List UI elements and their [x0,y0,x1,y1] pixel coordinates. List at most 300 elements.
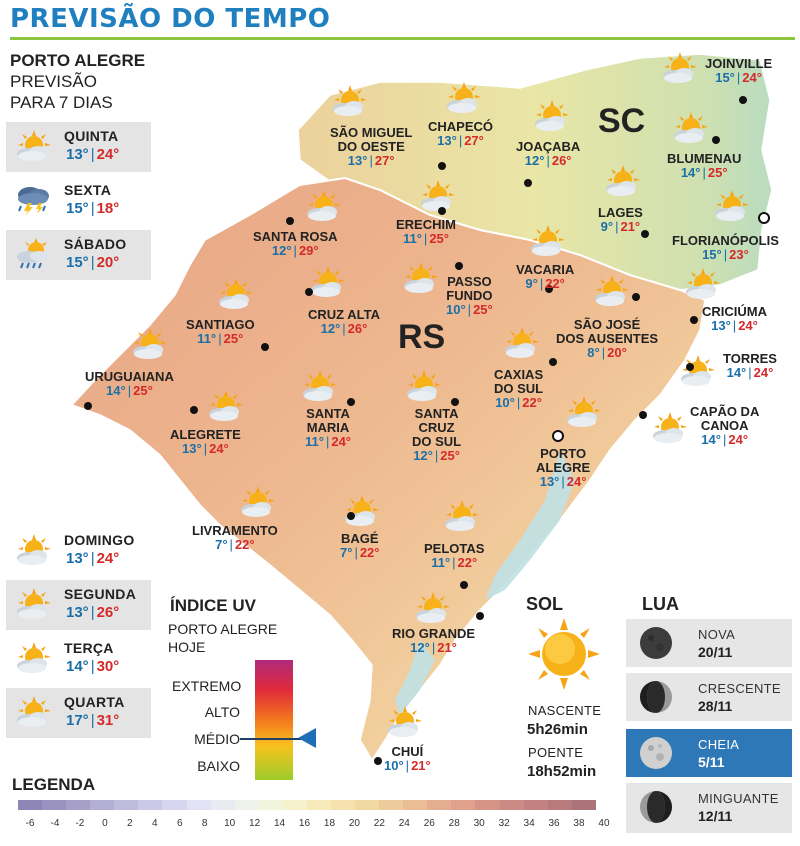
temp-separator: | [203,441,208,456]
city-name: ERECHIM [396,217,456,232]
city-max-temp: 27° [464,133,484,148]
city-name: ALEGRE [536,460,591,475]
city-label-santa-maria [305,407,351,449]
legend-swatch [524,800,548,810]
forecast-day-label: QUINTA [64,128,119,144]
city-max-temp: 25° [133,383,153,398]
forecast-max-temp: 26° [96,604,120,621]
city-temps [494,396,543,410]
legend-tick-label: 32 [498,818,510,829]
sun-cloud-icon [12,642,54,674]
city-min-temp: 8° [587,345,600,360]
sun-cloud-icon [416,180,458,212]
sun-cloud-icon [399,262,441,294]
city-max-temp: 22° [457,555,478,570]
city-max-temp: 27° [374,153,395,168]
city-name: SANTA ROSA [253,229,338,244]
sun-title: SOL [526,594,564,614]
city-marker-dot [438,162,446,170]
city-max-temp: 24° [753,365,774,380]
legend-swatch [283,800,307,810]
city-label-sao-miguel-do-oeste [330,126,412,168]
city-min-temp: 15° [715,70,735,85]
uv-day: HOJE [168,639,206,655]
forecast-day-temps [66,550,119,567]
sun-cloud-icon [12,588,54,620]
city-name: SANTIAGO [186,317,255,332]
temp-separator: | [748,365,752,380]
city-name: PORTO [540,446,587,461]
legend-swatch [138,800,162,810]
sun-cloud-icon [214,278,256,310]
legend-tick-label: -2 [75,818,85,829]
forecast-city: PORTO ALEGRE [10,51,146,70]
city-temps [412,449,461,463]
temp-separator: | [90,146,95,163]
city-max-temp: 25° [429,231,449,246]
forecast-day [6,122,151,172]
legend-swatch [475,800,499,810]
temp-separator: | [90,604,95,621]
city-min-temp: 13° [539,474,560,489]
city-name: LAGES [598,205,643,220]
city-name: FUNDO [446,288,493,303]
city-label-joinville [705,57,772,85]
city-marker-dot [686,363,694,371]
city-max-temp: 25° [473,302,493,317]
legend-title: LEGENDA [12,775,96,794]
city-name: TORRES [723,351,777,366]
legend-swatch [548,800,572,810]
legend-swatch [307,800,331,810]
forecast-day-label: SÁBADO [64,236,127,252]
city-min-temp: 12° [271,243,292,258]
moon-phase-date: 5/11 [698,754,725,770]
city-min-temp: 14° [106,383,126,398]
forecast-day-label: SEXTA [64,182,112,198]
legend-swatch [90,800,114,810]
forecast-max-temp: 30° [96,658,120,675]
city-label-santa-cruz-do-sul [412,407,461,463]
legend-tick-label: 34 [523,818,535,829]
city-min-temp: 12° [410,640,430,655]
forecast-day [6,580,151,630]
city-name: URUGUAIANA [85,369,174,384]
city-marker-dot [347,398,355,406]
city-label-blumenau [667,152,741,180]
moon-phase-name: MINGUANTE [698,791,779,806]
city-name: CAXIAS [494,367,544,382]
temp-separator: | [615,219,619,234]
city-marker-dot [374,757,382,765]
forecast-day [6,230,151,280]
legend-tick-label: -4 [50,818,60,829]
legend-swatch [114,800,138,810]
city-name: DOS AUSENTES [556,331,659,346]
city-label-sao-jose-dos-ausentes [556,318,658,360]
city-max-temp: 24° [738,318,758,333]
legend-swatch [42,800,66,810]
temp-separator: | [561,474,565,489]
sun-cloud-icon [530,100,572,132]
moon-phase-date: 28/11 [698,698,733,714]
city-marker-dot [739,96,747,104]
moon-phase-name: CHEIA [698,737,740,752]
city-temps [536,475,590,489]
city-label-livramento [192,524,278,552]
forecast-max-temp: 24° [96,146,120,163]
legend-swatch [427,800,451,810]
city-temps [516,154,580,168]
legend-tick-label: 18 [323,818,336,829]
sun-cloud-icon [648,412,690,444]
legend-tick-label: 16 [298,818,311,829]
legend-swatch [18,800,42,810]
city-min-temp: 10° [495,395,515,410]
city-label-vacaria [516,263,574,291]
city-label-torres [723,352,777,380]
city-marker-dot [84,402,92,410]
moon-new-icon [638,625,674,661]
legend-ticks [8,818,608,834]
city-min-temp: 12° [413,448,433,463]
legend-tick-label: 6 [176,818,183,829]
city-max-temp: 20° [607,345,627,360]
city-name: BLUMENAU [667,151,742,166]
legend-swatch [66,800,90,810]
legend-tick-label: 8 [201,818,208,829]
legend-swatch [187,800,211,810]
city-label-bage [340,532,380,560]
city-name: SANTA [414,406,459,421]
city-min-temp: 14° [701,432,721,447]
city-temps [446,303,493,317]
city-marker-dot [476,612,484,620]
city-temps [308,322,380,336]
temp-separator: | [722,432,727,447]
sun-rain-icon [12,238,54,270]
city-max-temp: 23° [729,247,749,262]
legend-tick-label: 40 [598,818,610,829]
city-temps [253,244,338,258]
city-label-joacaba [516,140,580,168]
moon-title: LUA [642,594,679,614]
city-min-temp: 11° [197,331,217,346]
city-marker-dot [438,207,446,215]
legend-tick-label: -6 [25,818,35,829]
temp-separator: | [723,247,728,262]
city-marker-dot [549,358,557,366]
forecast-day [6,176,151,226]
city-temps [396,232,456,246]
temp-separator: | [458,133,463,148]
city-min-temp: 10° [384,758,404,773]
city-max-temp: 25° [707,165,728,180]
sunset-time: 18h52min [527,763,597,780]
city-max-temp: 22° [234,537,255,552]
city-name: SÃO JOSÉ [573,317,641,332]
city-label-santa-rosa [253,230,338,258]
moon-phase-name: CRESCENTE [698,681,781,696]
sun-cloud-icon [302,190,344,222]
city-label-chapeco [428,120,493,148]
city-name: VACARIA [516,262,575,277]
uv-location: PORTO ALEGRE [168,621,278,637]
city-temps [723,366,777,380]
legend-tick-label: 12 [249,818,261,829]
temp-separator: | [218,331,222,346]
legend-tick-label: 38 [573,818,585,829]
city-label-caxias-do-sul [494,368,543,410]
forecast-day-temps [66,146,119,163]
sun-cloud-icon [676,355,718,387]
city-min-temp: 10° [446,302,466,317]
legend-swatch [500,800,524,810]
forecast-day-temps [66,712,119,729]
city-min-temp: 7° [215,537,228,552]
temp-separator: | [405,758,410,773]
sun-cloud-icon [562,396,604,428]
city-label-santiago [186,318,255,346]
city-max-temp: 25° [440,448,460,463]
city-marker-dot [712,136,720,144]
city-min-temp: 13° [347,153,368,168]
capital-marker-ring [758,212,770,224]
city-temps [672,248,779,262]
city-label-chui [384,745,431,773]
sunrise-label: NASCENTE [528,703,602,718]
city-temps [170,442,241,456]
city-name: JOAÇABA [516,139,581,154]
temp-separator: | [90,200,95,217]
sun-cloud-icon [383,706,425,738]
city-max-temp: 29° [298,243,319,258]
sun-cloud-icon [128,328,170,360]
capital-marker-ring [552,430,564,442]
city-name: BAGÉ [340,531,379,546]
sun-cloud-icon [12,696,54,728]
forecast-max-temp: 18° [96,200,120,217]
city-temps [330,154,412,168]
legend-tick-label: 0 [102,818,108,829]
city-min-temp: 9° [600,219,614,234]
forecast-min-temp: 13° [66,550,89,567]
legend-swatch [572,800,596,810]
moon-waning-icon [638,789,674,825]
temp-separator: | [342,321,346,336]
city-name: RIO GRANDE [392,626,476,641]
city-min-temp: 7° [340,545,353,560]
temp-separator: | [354,545,358,560]
sun-cloud-icon [710,190,752,222]
city-name: CRUZ ALTA [308,307,380,322]
moon-phase-row [626,673,792,721]
city-marker-dot [455,262,463,270]
city-name: CAPÃO DA [690,404,760,419]
sun-cloud-icon [204,390,246,422]
city-name: CHUÍ [391,744,424,759]
city-name: DO SUL [412,434,462,449]
legend-tick-label: 4 [151,818,158,829]
city-marker-dot [261,343,269,351]
state-label-sc: SC [598,102,646,140]
city-marker-dot [632,293,640,301]
forecast-day-label: QUARTA [64,694,125,710]
city-name: PELOTAS [424,541,485,556]
city-max-temp: 24° [728,432,749,447]
city-temps [667,166,741,180]
city-temps [305,435,351,449]
city-marker-dot [524,179,532,187]
sun-cloud-icon [442,82,484,114]
moon-phase-date: 12/11 [698,808,733,824]
forecast-min-temp: 15° [66,254,89,271]
legend-swatch [259,800,283,810]
city-name: CHAPECÓ [428,119,494,134]
city-label-pelotas [424,542,484,570]
forecast-day [6,634,151,684]
sun-cloud-icon [526,225,568,257]
forecast-day-label: DOMINGO [64,532,135,548]
sun-cloud-icon [340,495,382,527]
sun-cloud-icon [440,500,482,532]
page-title: PREVISÃO DO TEMPO [10,4,331,34]
forecast-max-temp: 24° [96,550,120,567]
city-temps [556,346,658,360]
legend-swatch [451,800,475,810]
forecast-min-temp: 13° [66,146,89,163]
temp-separator: | [467,302,472,317]
state-label-rs: RS [398,318,446,356]
forecast-day-label: TERÇA [64,640,114,656]
forecast-day-temps [66,200,119,217]
forecast-min-temp: 17° [66,712,89,729]
city-temps [340,546,380,560]
city-max-temp: 21° [437,640,457,655]
city-min-temp: 11° [305,434,324,449]
city-name: MARIA [306,420,350,435]
city-temps [384,759,431,773]
legend-color-scale [18,800,596,810]
legend-tick-label: 28 [448,818,460,829]
sun-cloud-icon [601,165,643,197]
moon-phase-row [626,729,792,777]
temp-separator: | [516,395,521,410]
legend-swatch [211,800,235,810]
forecast-line2: PREVISÃO [10,72,97,91]
city-label-capao-da-canoa [690,405,759,447]
uv-subtitle [168,620,277,656]
city-name: DO OESTE [337,139,405,154]
city-label-florianopolis [672,234,779,262]
legend-tick-label: 20 [348,818,360,829]
forecast-day-temps [66,658,119,675]
uv-level-medio: MÉDIO [194,731,240,747]
city-temps [192,538,278,552]
uv-level-baixo: BAIXO [197,758,240,774]
sun-cloud-icon [12,130,54,162]
city-min-temp: 15° [702,247,722,262]
city-label-criciuma [702,305,767,333]
forecast-header [10,50,145,113]
moon-phase-row [626,619,792,667]
forecast-min-temp: 13° [66,604,89,621]
city-max-temp: 24° [566,474,587,489]
temp-separator: | [127,383,132,398]
sunrise-time: 5h26min [527,721,588,738]
city-min-temp: 12° [320,321,341,336]
legend-tick-label: 26 [423,818,435,829]
sun-icon [528,618,600,690]
sun-cloud-icon [236,486,278,518]
temp-separator: | [90,254,95,271]
city-max-temp: 22° [545,276,565,291]
city-temps [186,332,255,346]
city-min-temp: 13° [182,441,202,456]
uv-current-pointer-icon [298,728,316,748]
uv-level-extremo: EXTREMO [172,678,242,694]
uv-level-alto: ALTO [204,704,240,720]
city-max-temp: 24° [742,70,762,85]
sun-cloud-icon [658,52,700,84]
city-name: ALEGRETE [170,427,241,442]
city-temps [702,319,767,333]
city-max-temp: 22° [359,545,380,560]
city-marker-dot [639,411,647,419]
city-min-temp: 13° [437,133,457,148]
city-min-temp: 13° [711,318,731,333]
temp-separator: | [325,434,330,449]
sun-cloud-icon [12,534,54,566]
city-min-temp: 12° [524,153,545,168]
city-label-erechim [396,218,456,246]
city-label-porto-alegre [536,447,590,489]
temp-separator: | [369,153,373,168]
temp-separator: | [423,231,428,246]
city-label-cruz-alta [308,308,380,336]
city-name: SÃO MIGUEL [330,125,413,140]
temp-separator: | [736,70,741,85]
legend-swatch [162,800,186,810]
forecast-day-temps [66,254,119,271]
city-min-temp: 14° [680,165,701,180]
city-temps [85,384,174,398]
moon-full-icon [638,735,674,771]
temp-separator: | [702,165,706,180]
forecast-day-temps [66,604,119,621]
forecast-day-label: SEGUNDA [64,586,137,602]
sun-cloud-icon [500,327,542,359]
forecast-min-temp: 14° [66,658,89,675]
city-name: CRICIÚMA [702,304,767,319]
city-temps [392,641,475,655]
temp-separator: | [229,537,233,552]
sun-cloud-icon [328,85,370,117]
city-min-temp: 11° [402,231,422,246]
legend-swatch [403,800,427,810]
moon-phase-name: NOVA [698,627,736,642]
city-max-temp: 25° [223,331,244,346]
temp-separator: | [601,345,606,360]
forecast-min-temp: 15° [66,200,89,217]
forecast-max-temp: 20° [96,254,120,271]
forecast-day [6,526,151,576]
city-min-temp: 11° [431,555,451,570]
city-temps [598,220,643,234]
city-temps [705,71,772,85]
legend-tick-label: 2 [127,818,133,829]
city-name: CRUZ [418,420,455,435]
